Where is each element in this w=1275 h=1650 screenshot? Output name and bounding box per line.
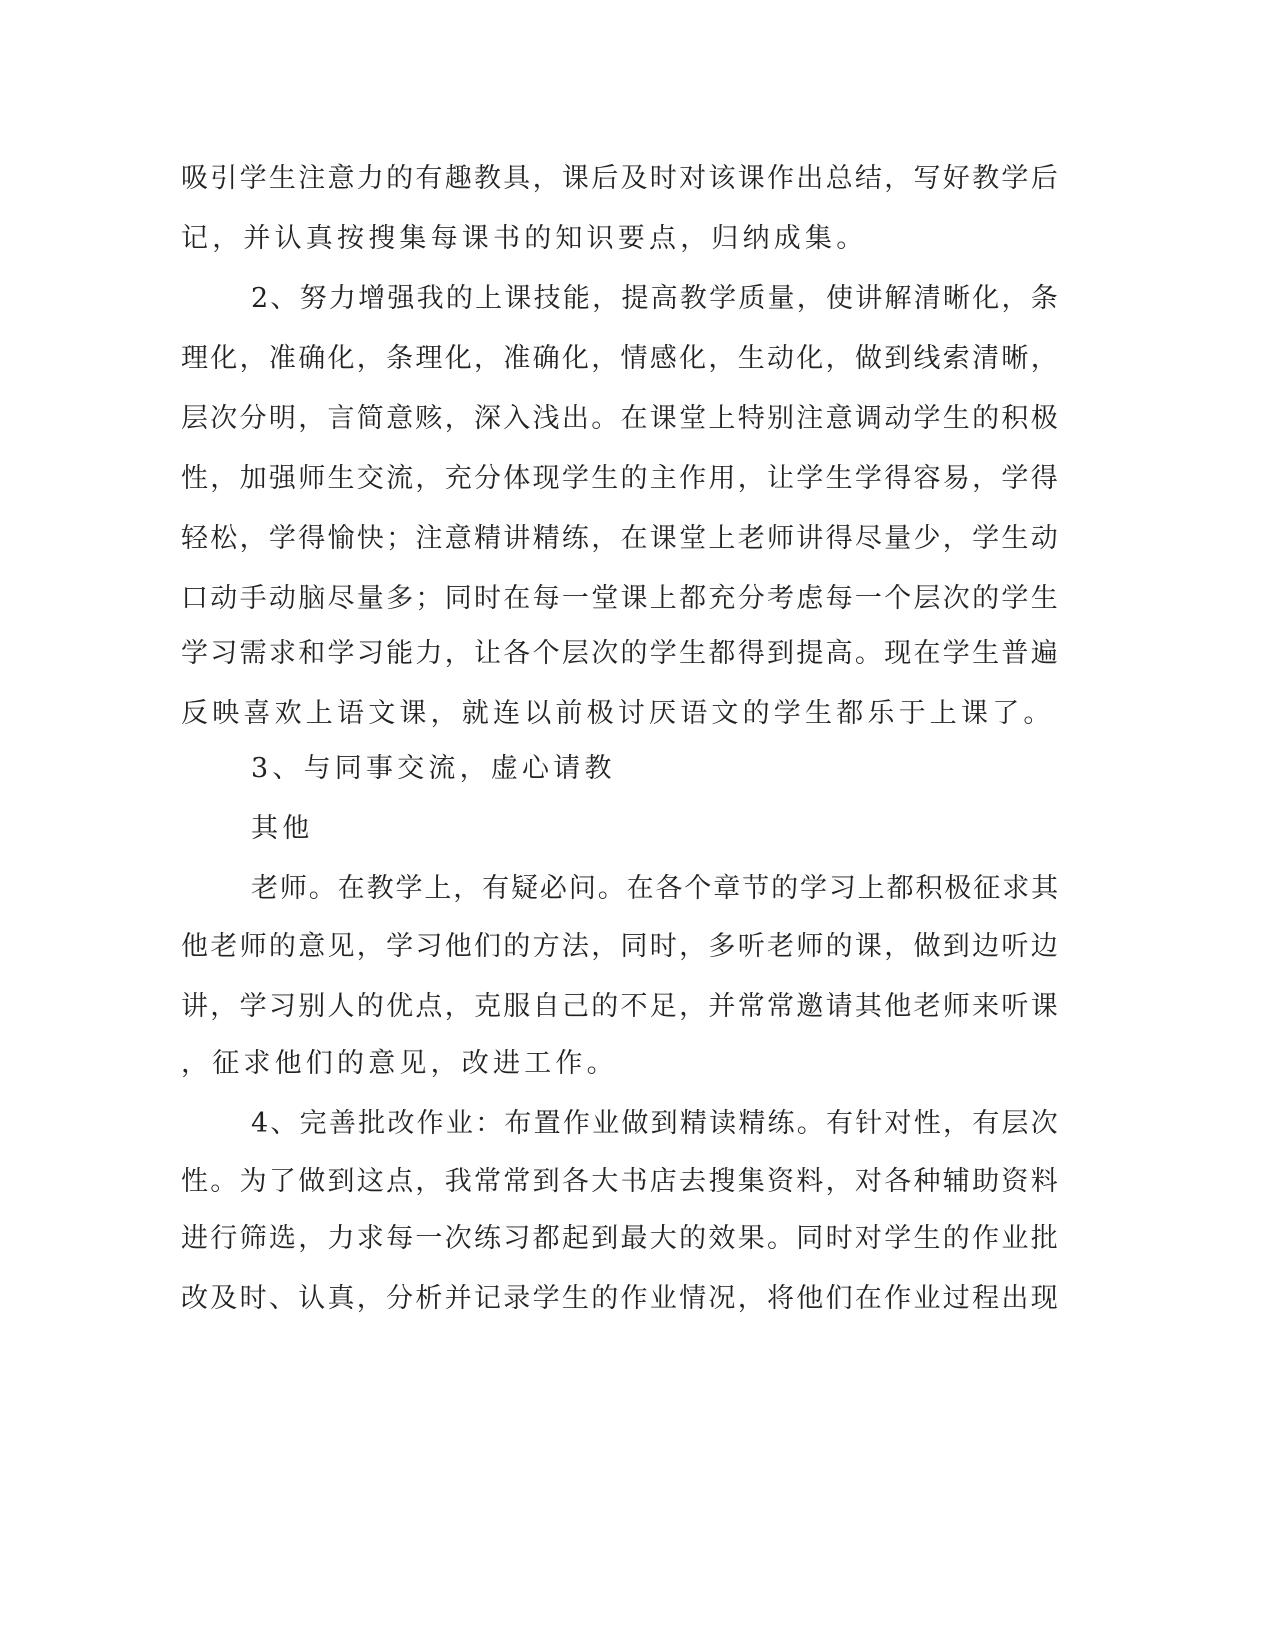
text-line: 学习需求和学习能力，让各个层次的学生都得到提高。现在学生普遍: [181, 638, 1060, 669]
text-line: 4、完善批改作业：布置作业做到精读精练。有针对性，有层次: [251, 1108, 1060, 1139]
text-line: 口动手动脑尽量多；同时在每一堂课上都充分考虑每一个层次的学生: [181, 583, 1060, 614]
text-line: 层次分明，言简意赅，深入浅出。在课堂上特别注意调动学生的积极: [181, 403, 1060, 434]
text-line: 记，并认真按搜集每课书的知识要点，归纳成集。: [181, 223, 868, 254]
section-heading: 3、与同事交流，虚心请教: [251, 753, 616, 784]
text-line: 他老师的意见，学习他们的方法，同时，多听老师的课，做到边听边: [181, 931, 1060, 962]
text-line: 老师。在教学上，有疑必问。在各个章节的学习上都积极征求其: [251, 873, 1060, 904]
text-line: 反映喜欢上语文课，就连以前极讨厌语文的学生都乐于上课了。: [181, 698, 1055, 729]
text-line: 讲，学习别人的优点，克服自己的不足，并常常邀请其他老师来听课: [181, 991, 1060, 1022]
text-line: 进行筛选，力求每一次练习都起到最大的效果。同时对学生的作业批: [181, 1223, 1060, 1254]
text-line: 性。为了做到这点，我常常到各大书店去搜集资料，对各种辅助资料: [181, 1166, 1060, 1197]
text-line: 理化，准确化，条理化，准确化，情感化，生动化，做到线索清晰，: [181, 343, 1060, 374]
text-line: 性，加强师生交流，充分体现学生的主作用，让学生学得容易，学得: [181, 463, 1060, 494]
text-line: ，征求他们的意见，改进工作。: [181, 1048, 618, 1079]
text-line: 其他: [251, 813, 314, 844]
text-line: 改及时、认真，分析并记录学生的作业情况，将他们在作业过程出现: [181, 1283, 1060, 1314]
text-line: 轻松，学得愉快；注意精讲精练，在课堂上老师讲得尽量少，学生动: [181, 523, 1060, 554]
text-line: 吸引学生注意力的有趣教具，课后及时对该课作出总结，写好教学后: [181, 163, 1060, 194]
text-line: 2、努力增强我的上课技能，提高教学质量，使讲解清晰化，条: [251, 283, 1060, 314]
